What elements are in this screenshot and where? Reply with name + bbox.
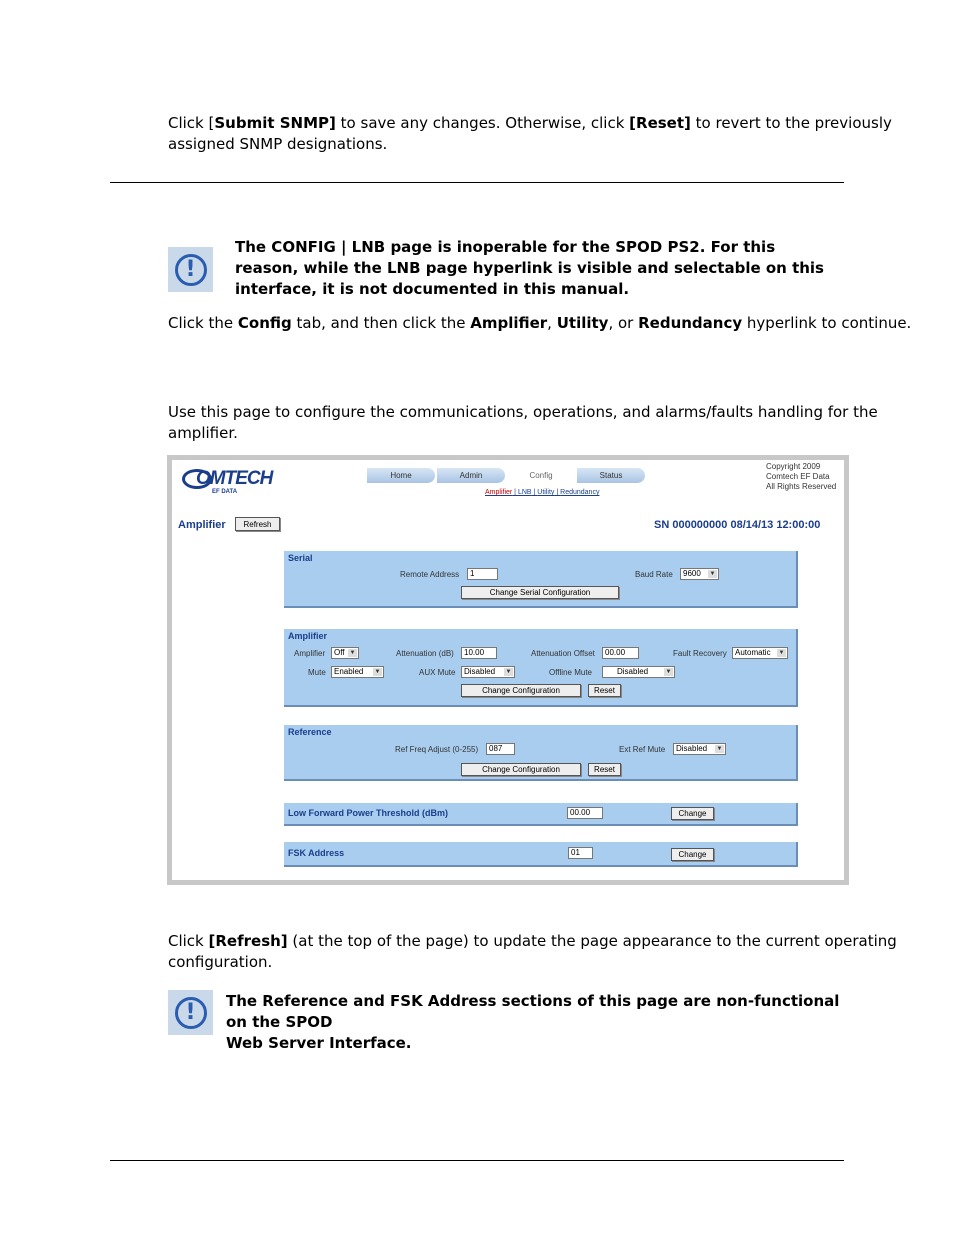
- offline-mute-label: Offline Mute: [549, 668, 592, 677]
- fsk-panel: [284, 842, 798, 867]
- ext-ref-mute-select[interactable]: Disabled ▼: [673, 743, 726, 755]
- lnb-note: The CONFIG | LNB page is inoperable for the SPOD PS2. For this reason, while the LNB page hyperlink is visible and selectable on this interface, it is not documented in this manual.: [235, 238, 824, 298]
- refresh-button[interactable]: Refresh: [235, 517, 280, 531]
- refresh-paragraph: Click [Refresh] (at the top of the page) to update the page appearance to the current operating configuration.: [168, 932, 897, 971]
- tab-status[interactable]: Status: [577, 468, 645, 483]
- baud-rate-select[interactable]: 9600 ▼: [680, 568, 719, 580]
- chevron-down-icon: ▼: [709, 571, 716, 577]
- change-low-power-button[interactable]: Change: [671, 807, 714, 820]
- comtech-logo: OMTECH EF DATA: [182, 466, 302, 496]
- chevron-down-icon: ▼: [374, 669, 381, 675]
- ext-ref-mute-label: Ext Ref Mute: [619, 745, 666, 754]
- remote-address-input[interactable]: 1: [467, 568, 498, 580]
- amplifier-title: Amplifier: [288, 631, 328, 641]
- low-power-input[interactable]: 00.00: [567, 807, 603, 819]
- change-fsk-button[interactable]: Change: [671, 848, 714, 861]
- link-lnb[interactable]: LNB: [517, 489, 532, 496]
- remote-address-label: Remote Address: [400, 570, 460, 579]
- serial-title: Serial: [288, 553, 313, 563]
- mute-label: Mute: [308, 668, 326, 677]
- aux-mute-select[interactable]: Disabled ▼: [461, 666, 515, 678]
- change-amplifier-config-button[interactable]: Change Configuration: [461, 684, 581, 697]
- fault-recovery-label: Fault Recovery: [673, 649, 727, 658]
- fsk-title: FSK Address: [288, 848, 345, 858]
- tab-admin[interactable]: Admin: [437, 468, 505, 483]
- footer-divider: [110, 1160, 844, 1161]
- attenuation-offset-input[interactable]: 00.00: [602, 647, 639, 659]
- reference-fsk-note: The Reference and FSK Address sections of this page are non-functional on the SPOD Web Server Interface.: [226, 992, 840, 1052]
- change-reference-config-button[interactable]: Change Configuration: [461, 763, 581, 776]
- reset-reference-button[interactable]: Reset: [588, 763, 621, 776]
- attenuation-offset-label: Attenuation Offset: [531, 649, 595, 658]
- mute-select[interactable]: Enabled ▼: [331, 666, 384, 678]
- note-icon: !: [168, 247, 213, 292]
- reference-title: Reference: [288, 727, 332, 737]
- link-utility[interactable]: Utility: [537, 489, 555, 496]
- amplifier-select[interactable]: Off ▼: [331, 647, 359, 659]
- aux-mute-label: AUX Mute: [419, 668, 456, 677]
- page-title: Amplifier: [178, 519, 226, 531]
- submit-paragraph: Click [Submit SNMP] to save any changes. Otherwise, click [Reset] to revert to the previously assigned SNMP designations.: [168, 114, 892, 153]
- section-divider: [110, 182, 844, 183]
- link-redundancy[interactable]: Redundancy: [560, 489, 600, 496]
- ref-freq-label: Ref Freq Adjust (0-255): [395, 745, 479, 754]
- low-power-panel: [284, 803, 798, 826]
- note-icon: !: [168, 990, 213, 1035]
- reset-amplifier-button[interactable]: Reset: [588, 684, 621, 697]
- link-amplifier[interactable]: Amplifier: [485, 489, 513, 496]
- fsk-address-input[interactable]: 01: [568, 847, 593, 859]
- config-paragraph: Click the Config tab, and then click the Amplifier, Utility, or Redundancy hyperlink to continue.: [168, 314, 912, 332]
- chevron-down-icon: ▼: [778, 650, 785, 656]
- ref-freq-input[interactable]: 087: [486, 743, 515, 755]
- amplifier-page-screenshot: [167, 455, 849, 885]
- amplifier-label: Amplifier: [294, 649, 326, 658]
- attenuation-input[interactable]: 10.00: [461, 647, 497, 659]
- chevron-down-icon: ▼: [349, 650, 356, 656]
- serial-number-datetime: SN 000000000 08/14/13 12:00:00: [654, 519, 821, 531]
- chevron-down-icon: ▼: [716, 746, 723, 752]
- serial-panel: [284, 551, 798, 608]
- chevron-down-icon: ▼: [505, 669, 512, 675]
- config-sublinks: Amplifier | LNB | Utility | Redundancy: [485, 489, 600, 496]
- offline-mute-select[interactable]: Disabled ▼: [602, 666, 675, 678]
- fault-recovery-select[interactable]: Automatic ▼: [732, 647, 788, 659]
- usage-paragraph: Use this page to configure the communications, operations, and alarms/faults handling for the amplifier.: [168, 403, 878, 442]
- reference-panel: [284, 725, 798, 781]
- copyright: Copyright 2009 Comtech EF Data All Rights Reserved: [766, 462, 837, 491]
- attenuation-label: Attenuation (dB): [396, 649, 454, 658]
- tab-config[interactable]: Config: [507, 468, 575, 483]
- chevron-down-icon: ▼: [665, 669, 672, 675]
- nav-tabs: [367, 468, 647, 483]
- tab-home[interactable]: Home: [367, 468, 435, 483]
- change-serial-button[interactable]: Change Serial Configuration: [461, 586, 619, 599]
- baud-rate-label: Baud Rate: [635, 570, 673, 579]
- amplifier-panel: [284, 629, 798, 707]
- low-power-title: Low Forward Power Threshold (dBm): [288, 808, 449, 818]
